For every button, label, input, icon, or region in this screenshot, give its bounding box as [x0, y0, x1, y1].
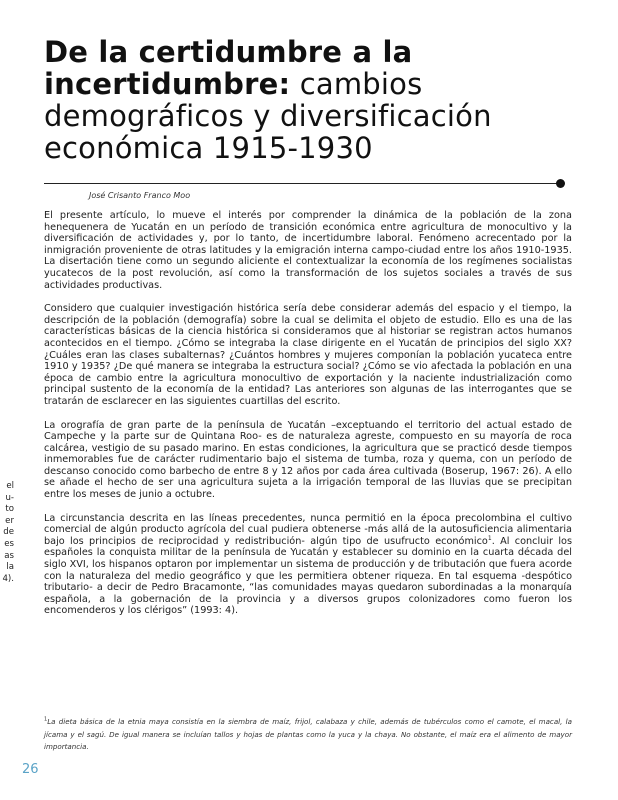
title-light-line4: económica 1915-1930: [44, 131, 373, 165]
footnote-text: La dieta básica de la etnia maya consistía en la siembra de maíz, frijol, calabaza y chile, además de tubérculos como el camote, el macal, la jícama y el sagú. De igual manera se incluían tallos y hojas de plantas como la yuca y la chaya. No obstante, el maíz era el alimento de mayor importancia.: [44, 717, 572, 751]
margin-line: to: [5, 504, 14, 515]
margin-line: u-: [5, 492, 14, 503]
margin-line: 4).: [2, 573, 14, 584]
title-colon: :: [278, 67, 291, 101]
paragraph-with-footnote-ref: [44, 513, 572, 617]
author-name: José Crisanto Franco Moo: [89, 191, 191, 200]
title-divider: [44, 183, 558, 184]
margin-line: la: [6, 562, 14, 573]
footnote-marker: 1: [44, 716, 48, 723]
margin-line: as: [4, 550, 14, 561]
margin-line: er: [5, 515, 14, 526]
article-title: [44, 36, 584, 164]
margin-line: el: [6, 481, 14, 491]
title-light-line3: demográficos y diversificación: [44, 99, 492, 133]
article-body: [44, 210, 572, 629]
paragraph-text-before-ref: La circunstancia descrita en las líneas precedentes, nunca permitió en la época precolombina el cultivo comercial de algún producto agrícola del cual pudiera obtenerse -más allá de la autosuficiencia alimentaria bajo los principios de reciprocidad y redistribución- algún tipo de usufructo económico: [44, 512, 572, 547]
margin-line: es: [4, 538, 14, 549]
title-bold-line2: incertidumbre: [44, 67, 279, 101]
paragraph: La orografía de gran parte de la península de Yucatán –exceptuando el territorio del actual estado de Campeche y la parte sur de Quintana Roo- es de naturaleza agreste, compuesto en su mayoría de roca calcárea, vestigio de su pasado marino. En estas condiciones, la agricultura que se practicó desde tiempos inmemorables fue de carácter rudimentario bajo el sistema de tumba, roza y quema, con un período de descanso conocido como barbecho de entre 8 y 12 años por cada área cultivada (Boserup, 1967: 26). A ello se añade el hecho de ser una agricultura sujeta a la irrigación temporal de las lluvias que se precipitan entre los meses de junio a octubre.: [44, 419, 572, 501]
paragraph-text-after-ref: . Al concluir los españoles la conquista militar de la península de Yucatán y establecer su dominio en la cuarta década del siglo XVI, los hispanos optaron por implementar un sistema de producción y de tributación que fuera acorde con la naturaleza del medio geográfico y que les permitiera obtener riqueza. En tal esquema -despótico tributario- a decir de Pedro Bracamonte, “las comunidades mayas quedaron subordinadas a la monarquía española, a la gobernación de la provincia y a diversos grupos colonizadores como fueron los encomenderos y los clérigos” (1993: 4).: [44, 535, 572, 617]
paragraph: Considero que cualquier investigación histórica sería debe considerar además del espacio y el tiempo, la descripción de la población (demografía) sobre la cual se delimita el objeto de estudio. Ello es una de las características básicas de la ciencia histórica si consideramos que al historiar se registran actos humanos acontecidos en el tiempo. ¿Cómo se integraba la clase dirigente en el Yucatán de principios del siglo XX? ¿Cuáles eran las clases subalternas? ¿Cuántos hombres y mujeres componían la población yucateca entre 1910 y 1935? ¿De qué manera se integraba la estructura social? ¿Cómo se vio afectada la población en una época de cambio entre la agricultura monocultivo de exportación y la naciente industrialización como principal sustento de la economía de la entidad? Las anteriores son algunas de las interrogantes que se tratarán de esclarecer en las siguientes cuartillas del escrito.: [44, 303, 572, 407]
margin-line: de: [3, 527, 14, 538]
page-number: 26: [22, 762, 39, 777]
margin-text-fragment: [0, 481, 14, 585]
footnote-reference[interactable]: 1: [487, 534, 492, 542]
paragraph: El presente artículo, lo mueve el interés por comprender la dinámica de la población de la zona henequenera de Yucatán en un período de transición económica entre agricultura de monocultivo y la diversificación de actividades y, por lo tanto, de incertidumbre laboral. Fenómeno acrecentado por la inmigración proveniente de otras latitudes y la emigración interna campo-ciudad entre los años 1910-1935. La disertación tiene como un segundo aliciente el contextualizar la economía de los regímenes socialistas yucatecos de la post revolución, así como la transformación de los sujetos sociales a través de sus actividades productivas.: [44, 210, 572, 291]
footnote: [44, 716, 572, 754]
title-bold-line1: De la certidumbre a la: [44, 35, 413, 69]
title-light-line2: cambios: [290, 67, 423, 101]
divider-dot: [556, 179, 565, 188]
